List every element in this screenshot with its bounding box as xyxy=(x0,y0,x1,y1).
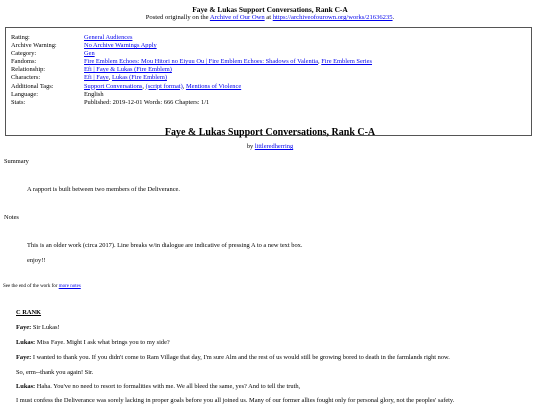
meta-category: Category: Gen xyxy=(11,50,95,58)
meta-tags: Additional Tags: Support Conversations, (script format), Mentions of Violence xyxy=(11,82,242,90)
warning-link[interactable]: No Archive Warnings Apply xyxy=(84,42,157,50)
notes-heading: Notes xyxy=(4,214,19,221)
byline: by littleredherring xyxy=(246,143,294,150)
tag-link[interactable]: Mentions of Violence xyxy=(185,82,242,90)
work-header xyxy=(0,0,540,22)
tag-link[interactable]: Support Conversations xyxy=(84,82,143,90)
dialogue-line: Lukas: Haha. You've no need to resort to formalities with me. We all bleed the same, yes? And to tell the truth, xyxy=(16,383,301,390)
meta-rating: Rating: General Audiences xyxy=(11,34,133,41)
dialogue-line: Lukas: Miss Faye. Might I ask what brings you to my side? xyxy=(16,339,170,346)
category-link[interactable]: Gen xyxy=(84,50,95,58)
meta-language: Language: English xyxy=(11,90,104,98)
dialogue-line: Faye: I wanted to thank you. If you didn't come to Ram Village that day, I'm sure Alm and the rest of us would still be growing bored to death in the farmlands right now. xyxy=(16,354,450,361)
dialogue-line: Faye: Sir Lukas! xyxy=(16,324,60,331)
work-url-link[interactable]: https://archiveofourown.org/works/21636235 xyxy=(272,14,393,21)
meta-characters: Characters: Efi | Faye, Lukas (Fire Emblem) xyxy=(11,74,167,82)
work-title: Faye & Lukas Support Conversations, Rank C-A xyxy=(164,127,376,138)
meta-warning: Archive Warning: No Archive Warnings Apply xyxy=(11,42,157,50)
character-link[interactable]: Efi | Faye xyxy=(84,74,109,82)
end-notes-pointer: See the end of the work for more notes xyxy=(3,284,81,289)
meta-fandoms: Fandoms: Fire Emblem Echoes: Mou Hitori no Eiyuu Ou | Fire Emblem Echoes: Shadows of Valentia, Fire Emblem Series xyxy=(11,58,373,66)
dialogue-line: So, erm--thank you again! Sir. xyxy=(16,369,94,376)
rating-link[interactable]: General Audiences xyxy=(84,34,133,41)
archive-link[interactable]: Archive of Our Own xyxy=(209,14,265,21)
relationship-link[interactable]: Efi | Faye & Lukas (Fire Emblem) xyxy=(84,66,172,74)
summary-heading: Summary xyxy=(4,158,29,165)
chapter-rank: C RANK xyxy=(16,309,42,316)
summary-text: A rapport is built between two members of the Deliverance. xyxy=(27,186,180,193)
author-link[interactable]: littleredherring xyxy=(254,143,294,150)
header-title: Faye & Lukas Support Conversations, Rank C-A xyxy=(192,5,348,14)
fandom-link[interactable]: Fire Emblem Echoes: Mou Hitori no Eiyuu Ou | Fire Emblem Echoes: Shadows of Valentia xyxy=(84,58,319,66)
tag-link[interactable]: (script format) xyxy=(145,82,183,90)
more-notes-link[interactable]: more notes xyxy=(58,284,81,289)
meta-relationship: Relationship: Efi | Faye & Lukas (Fire Emblem) xyxy=(11,66,172,74)
work-meta-box xyxy=(5,27,532,136)
character-link[interactable]: Lukas (Fire Emblem) xyxy=(111,74,167,82)
note-text: enjoy!! xyxy=(27,257,46,264)
meta-stats: Stats: Published: 2019-12-01 Words: 666 Chapters: 1/1 xyxy=(11,98,210,106)
posted-line: Posted originally on the Archive of Our Own at https://archiveofourown.org/works/21636235. xyxy=(145,14,395,21)
fandom-link[interactable]: Fire Emblem Series xyxy=(321,58,373,66)
note-text: This is an older work (circa 2017). Line breaks w/in dialogue are indicative of pressing A to a new text box. xyxy=(27,242,303,249)
dialogue-line: I must confess the Deliverance was sorely lacking in proper goals before you all joined us. Many of our former allies fought only for personal glory, not the peoples' safety. xyxy=(16,397,455,404)
